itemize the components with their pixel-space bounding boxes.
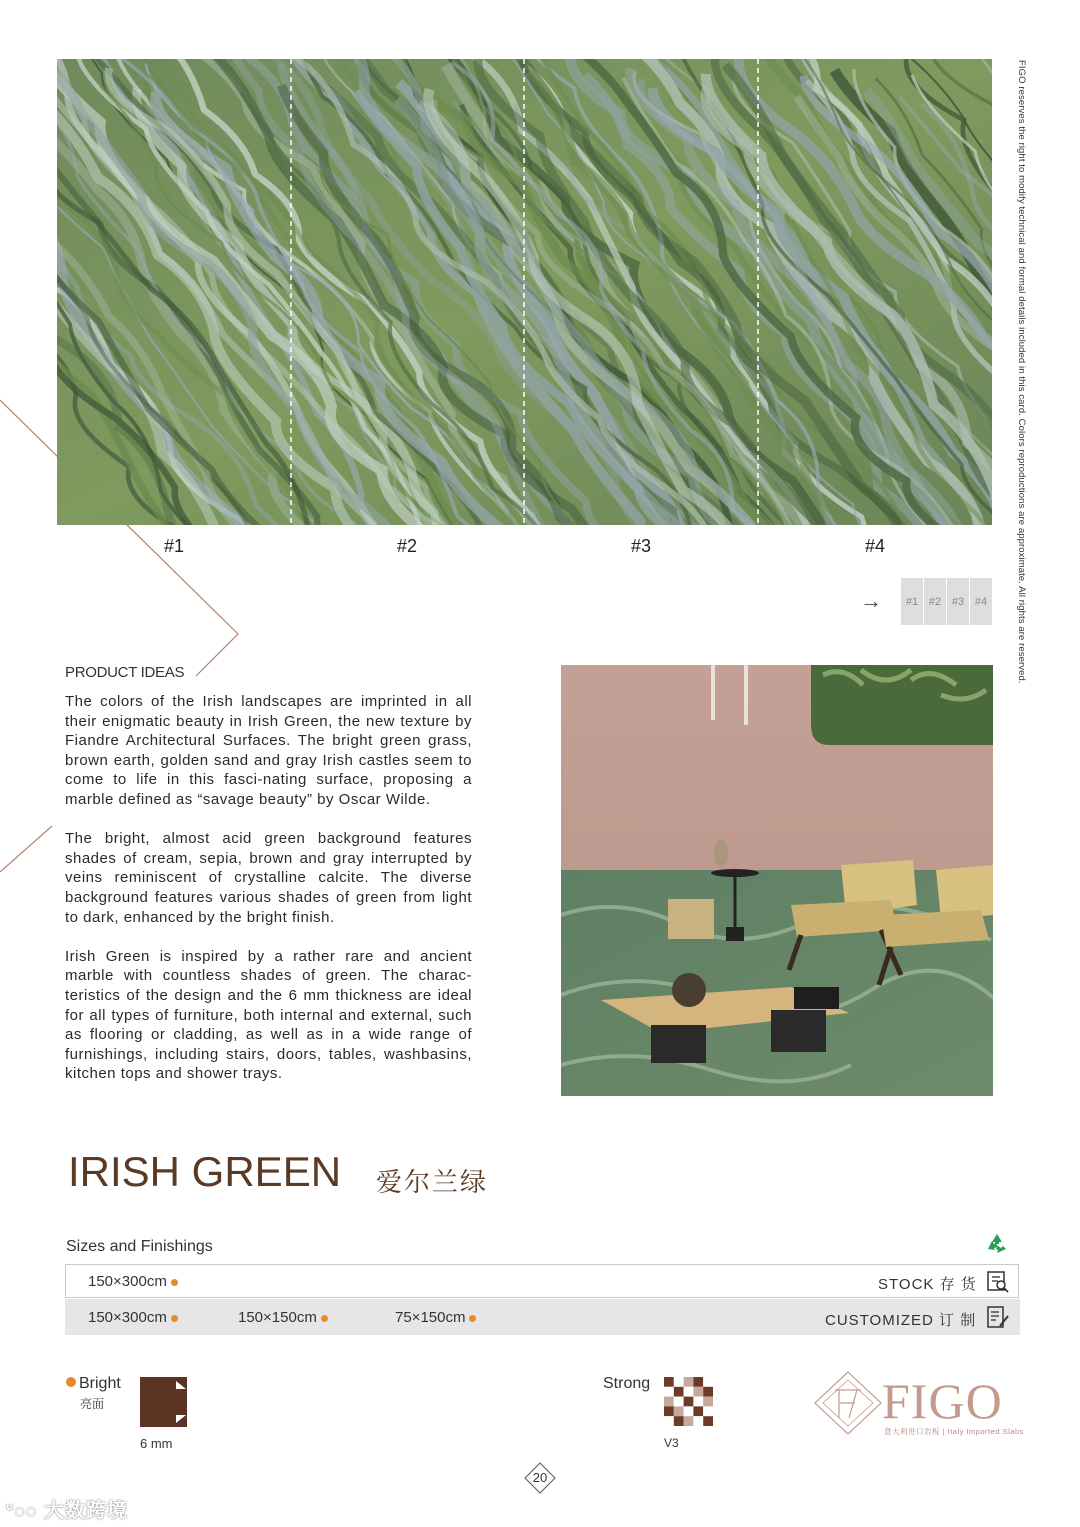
thickness-icon	[140, 1377, 190, 1427]
size-value: 75×150cm	[395, 1309, 466, 1326]
variation-cell	[684, 1387, 694, 1397]
variation-cell	[693, 1406, 703, 1416]
size-value: 150×300cm	[88, 1309, 167, 1326]
product-ideas-paragraph: The colors of the Irish landscapes are imprinted in all their enigmatic beauty in Irish Green, the new texture by Fiandre Architectural Surfaces. The bright green grass, brown earth, golden sand and gray Irish castles seem to come to life in this fasci-nating surface, proposing a marble defined as “savage beauty” by Oscar Wilde.	[65, 693, 472, 808]
variation-cell	[664, 1377, 674, 1387]
variation-code: V3	[664, 1436, 679, 1450]
orange-dot-icon	[171, 1279, 178, 1286]
customized-document-icon	[986, 1304, 1010, 1330]
stock-box-icon	[986, 1268, 1010, 1294]
variation-cell	[703, 1387, 713, 1397]
size-value: 150×150cm	[238, 1309, 317, 1326]
side-disclaimer: FIGO reserves the right to modify technical and formal details included in this card. Colors reproductions are approximate. All rights are reserved.	[1016, 60, 1027, 684]
product-ideas-paragraph: Irish Green is inspired by a rather rare and ancient marble with countless shades of green. The charac-teristics of the design and the 6 mm thickness are ideal for all types of furniture, both internal and external, such as flooring or cladding, as well as in a wide range of furnishings, including stairs, doors, tables, washbasins, kitchen tops and shower trays.	[65, 947, 472, 1083]
variation-cell	[703, 1406, 713, 1416]
recycle-icon	[984, 1231, 1010, 1257]
product-title-cn: 爱尔兰绿	[376, 1167, 489, 1197]
variation-cell	[693, 1387, 703, 1397]
bookmatch-box-4: #4	[970, 578, 992, 625]
variation-cell	[693, 1397, 703, 1407]
variation-cell	[674, 1377, 684, 1387]
watermark-logo-icon: ᐡ◌◌	[6, 1501, 38, 1521]
orange-dot-icon	[469, 1315, 476, 1322]
bookmatch-box-3: #3	[947, 578, 969, 625]
variation-cell	[684, 1406, 694, 1416]
slab-label-1: #1	[163, 536, 185, 556]
watermark-text: 大数跨境	[43, 1500, 128, 1522]
variation-cell	[674, 1397, 684, 1407]
product-title: IRISH GREEN	[68, 1148, 342, 1195]
bookmatch-box-1: #1	[901, 578, 923, 625]
product-ideas-title: PRODUCT IDEAS	[65, 664, 185, 681]
brand-subtitle: 意大利进口岩板 | Italy Imported Slabs	[884, 1427, 1024, 1436]
variation-cell	[703, 1377, 713, 1387]
variation-label: Strong	[603, 1375, 651, 1392]
product-ideas-paragraph: The bright, almost acid green background features shades of cream, sepia, brown and gray interrupted by veins reminiscent of crystalline calcite. The diverse background features various shades of green from light to dark, enhanced by the bright finish.	[65, 830, 472, 926]
stock-row	[65, 1264, 1019, 1298]
product-ideas-body	[65, 692, 472, 1103]
orange-dot-icon	[66, 1377, 76, 1387]
variation-cell	[664, 1387, 674, 1397]
customized-size-2	[238, 1309, 328, 1326]
variation-cell	[664, 1416, 674, 1426]
bookmatch-box-2: #2	[924, 578, 946, 625]
orange-dot-icon	[171, 1315, 178, 1322]
variation-grid-icon	[664, 1377, 713, 1426]
variation-cell	[684, 1416, 694, 1426]
variation-cell	[703, 1397, 713, 1407]
finish-name: Bright	[79, 1375, 121, 1392]
finish-name-cn: 亮面	[80, 1397, 105, 1411]
variation-cell	[693, 1377, 703, 1387]
variation-cell	[703, 1416, 713, 1426]
figo-logo-icon	[813, 1370, 883, 1436]
customized-size-1	[88, 1309, 178, 1326]
variation-cell	[664, 1406, 674, 1416]
slab-label-3: #3	[630, 536, 652, 556]
orange-dot-icon	[321, 1315, 328, 1322]
customized-label: CUSTOMIZED 订 制	[825, 1312, 977, 1329]
brand-name: FIGO	[882, 1373, 1003, 1429]
variation-cell	[674, 1387, 684, 1397]
slab-separators	[57, 59, 992, 525]
variation-cell	[684, 1397, 694, 1407]
variation-cell	[674, 1416, 684, 1426]
size-value: 150×300cm	[88, 1273, 167, 1290]
variation-cell	[674, 1406, 684, 1416]
variation-cell	[664, 1397, 674, 1407]
variation-cell	[693, 1416, 703, 1426]
stock-label: STOCK 存 货	[878, 1276, 977, 1293]
stock-size-1	[88, 1273, 178, 1290]
customized-size-3	[395, 1309, 476, 1326]
variation-cell	[684, 1377, 694, 1387]
page-number: 20	[532, 1470, 548, 1485]
sizes-title: Sizes and Finishings	[66, 1238, 213, 1255]
slab-label-2: #2	[396, 536, 418, 556]
interior-photo	[561, 665, 993, 1096]
arrow-right-icon: →	[860, 588, 882, 613]
slab-label-4: #4	[864, 536, 886, 556]
thickness-value: 6 mm	[140, 1436, 173, 1451]
watermark	[6, 1494, 128, 1523]
